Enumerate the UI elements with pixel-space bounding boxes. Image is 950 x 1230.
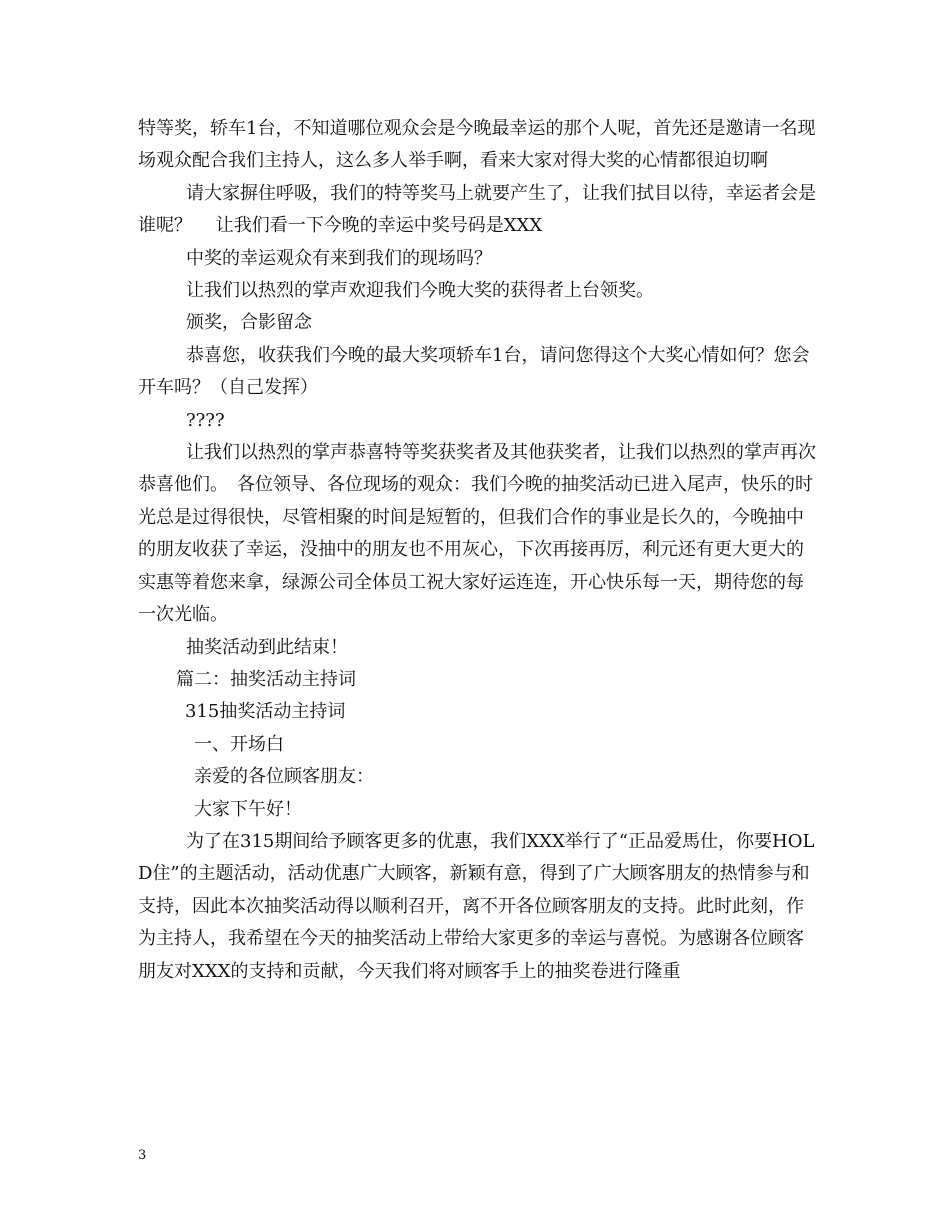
paragraph-2: 请大家摒住呼吸，我们的特等奖马上就要产生了，让我们拭目以待，幸运者会是谁呢？ 让我们看一下今晚的幸运中奖号码是XXX (138, 182, 816, 237)
hello-line: 大家下午好！ (194, 798, 302, 820)
paragraph-9: 抽奖活动到此结束！ (186, 636, 348, 658)
paragraph-6: 恭喜您，收获我们今晚的最大奖项轿车1台，请问您得这个大奖心情如何？您会开车吗？（自己发挥） (138, 344, 810, 399)
subheading-opening: 一、开场白 (194, 733, 284, 755)
paragraph-4: 让我们以热烈的掌声欢迎我们今晚大奖的获得者上台领奖。 (186, 280, 654, 302)
greeting-line: 亲爱的各位顾客朋友： (194, 766, 374, 788)
paragraph-1: 特等奖，轿车1台，不知道哪位观众会是今晚最幸运的那个人呢，首先还是邀请一名现场观众配合我们主持人，这么多人举手啊，看来大家对得大奖的心情都很迫切啊 (138, 118, 816, 172)
section-heading: 篇二：抽奖活动主持词 (176, 668, 356, 690)
paragraph-7: ???? (186, 409, 225, 431)
paragraph-intro: 为了在315期间给予顾客更多的优惠，我们XXX举行了“正品爱馬仕，你要HOLD住”的主题活动，活动优惠广大顾客，新颖有意，得到了广大顾客朋友的热情参与和支持，因此本次抽奖活动得以顺利召开，离不开各位顾客朋友的支持。此时此刻，作为主持人，我希望在今天的抽奖活动上带给大家更多的幸运与喜悦。为感谢各位顾客朋友对XXX的支持和贡献，今天我们将对顾客手上的抽奖卷进行隆重 (138, 830, 815, 982)
page-number: 3 (138, 1148, 147, 1163)
paragraph-3: 中奖的幸运观众有来到我们的现场吗？ (186, 247, 492, 269)
document-body (138, 113, 818, 988)
section-title: 315抽奖活动主持词 (185, 701, 346, 723)
paragraph-8: 让我们以热烈的掌声恭喜特等奖获奖者及其他获奖者，让我们以热烈的掌声再次恭喜他们。 各位领导、各位现场的观众：我们今晚的抽奖活动已进入尾声，快乐的时光总是过得很快，尽管相聚的时间是短暂的，但我们合作的事业是长久的，今晚抽中的朋友收获了幸运，没抽中的朋友也不用灰心，下次再接再厉，利元还有更大更大的实惠等着您来拿，绿源公司全体员工祝大家好运连连，开心快乐每一天，期待您的每一次光临。 (138, 442, 816, 626)
paragraph-5: 颁奖，合影留念 (186, 312, 312, 334)
